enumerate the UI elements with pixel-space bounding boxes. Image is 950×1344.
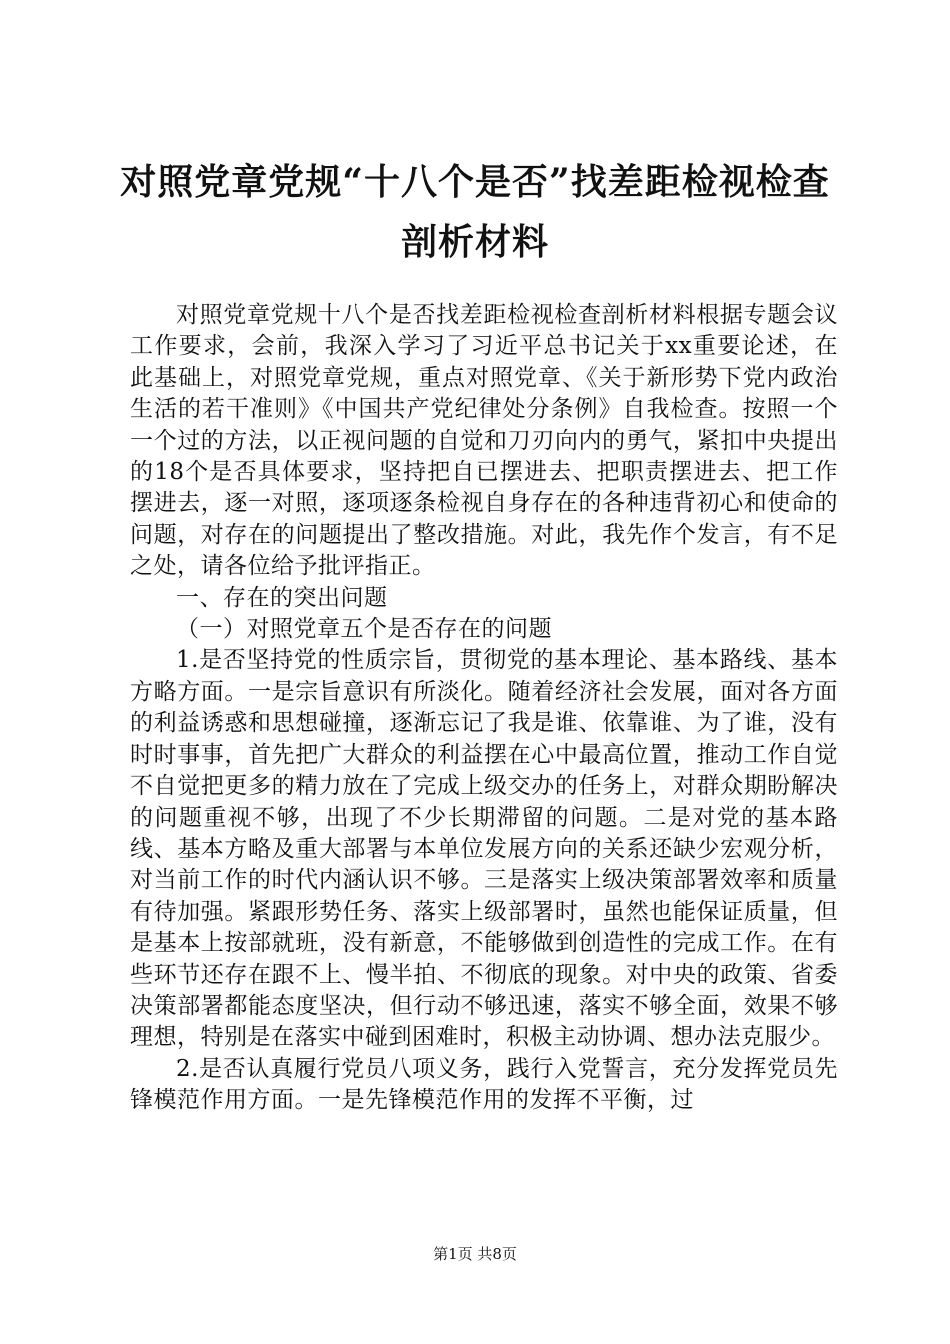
document-title-line-1: 对照党章党规“十八个是否”找差距检视检查 (120, 161, 830, 203)
item-1-paragraph: 1.是否坚持党的性质宗旨，贯彻党的基本理论、基本路线、基本方略方面。一是宗旨意识有所淡化。随着经济社会发展，面对各方面的利益诱惑和思想碰撞，逐渐忘记了我是谁、依靠谁、为了谁，没有时时事事，首先把广大群众的利益摆在心中最高位置，推动工作自觉不自觉把更多的精力放在了完成上级交办的任务上，对群众期盼解决的问题重视不够，出现了不少长期滞留的问题。二是对党的基本路线、基本方略及重大部署与本单位发展方向的关系还缺少宏观分析，对当前工作的时代内涵认识不够。三是落实上级决策部署效率和质量有待加强。紧跟形势任务、落实上级部署时，虽然也能保证质量，但是基本上按部就班，没有新意，不能够做到创造性的完成工作。在有些环节还存在跟不上、慢半拍、不彻底的现象。对中央的政策、省委决策部署都能态度坚决，但行动不够迅速，落实不够全面，效果不够理想，特别是在落实中碰到困难时，积极主动协调、想办法克服少。 (130, 647, 838, 1051)
intro-paragraph: 对照党章党规十八个是否找差距检视检查剖析材料根据专题会议工作要求，会前，我深入学习了习近平总书记关于xx重要论述，在此基础上，对照党章党规，重点对照党章、《关于新形势下党内政治生活的若干准则》《中国共产党纪律处分条例》自我检查。按照一个一个过的方法，以正视问题的自觉和刀刃向内的勇气，紧扣中央提出的18个是否具体要求，坚持把自已摆进去、把职责摆进去、把工作摆进去，逐一对照，逐项逐条检视自身存在的各种违背初心和使命的问题，对存在的问题提出了整改措施。对此，我先作个发言，有不足之处，请各位给予批评指正。 (130, 302, 838, 580)
item-2-paragraph: 2.是否认真履行党员八项义务，践行入党誓言，充分发挥党员先锋模范作用方面。一是先锋模范作用的发挥不平衡，过 (130, 1055, 838, 1114)
subsection-heading: （一）对照党章五个是否存在的问题 (176, 616, 552, 643)
document-body (130, 300, 838, 1117)
page-number-footer: 第1页 共8页 (433, 1245, 517, 1263)
section-heading: 一、存在的突出问题 (176, 584, 388, 611)
document-title-line-2: 剖析材料 (400, 221, 549, 263)
